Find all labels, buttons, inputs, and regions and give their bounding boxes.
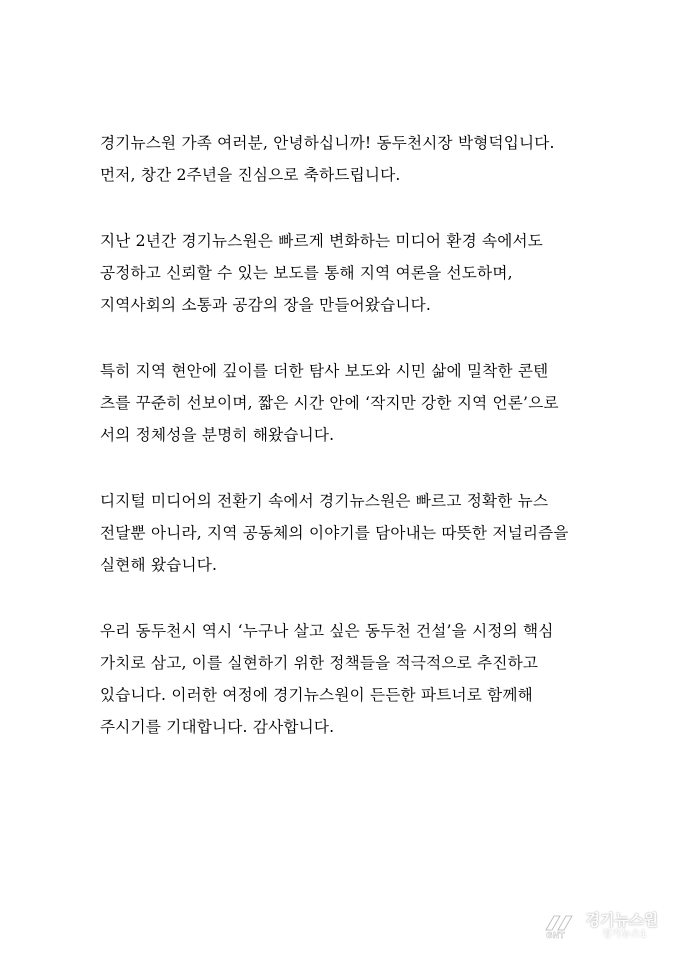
watermark bbox=[542, 912, 658, 940]
gnt-logo-icon bbox=[542, 912, 582, 940]
paragraph-closing bbox=[100, 615, 600, 743]
text-line: 공정하고 신뢰할 수 있는 보도를 통해 지역 여론을 선도하며, bbox=[100, 264, 513, 282]
text-line: 가치로 삼고, 이를 실현하기 위한 정책들을 적극적으로 추진하고 bbox=[100, 654, 539, 672]
paragraph-greeting bbox=[100, 127, 600, 191]
text-line: 있습니다. 이러한 여정에 경기뉴스원이 든든한 파트너로 함께해 bbox=[100, 686, 533, 704]
text-line: 주시기를 기대합니다. 감사합니다. bbox=[100, 718, 335, 736]
text-line: 지난 2년간 경기뉴스원은 빠르게 변화하는 미디어 환경 속에서도 bbox=[100, 232, 544, 250]
text-line: 경기뉴스원 가족 여러분, 안녕하십니까! 동두천시장 박형덕입니다. bbox=[100, 134, 555, 152]
text-line: 특히 지역 현안에 깊이를 더한 탐사 보도와 시민 삶에 밀착한 콘텐 bbox=[100, 362, 549, 380]
text-line: 츠를 꾸준히 선보이며, 짧은 시간 안에 ‘작지만 강한 지역 언론’으로 bbox=[100, 394, 559, 412]
paragraph-digital bbox=[100, 485, 600, 581]
text-line: 우리 동두천시 역시 ‘누구나 살고 싶은 동두천 건설’을 시정의 핵심 bbox=[100, 622, 554, 640]
letter-body bbox=[100, 127, 600, 777]
text-line: 먼저, 창간 2주년을 진심으로 축하드립니다. bbox=[100, 166, 401, 184]
watermark-title: 경기뉴스원 bbox=[585, 910, 658, 929]
text-line: 서의 정체성을 분명히 해왔습니다. bbox=[100, 426, 335, 444]
text-line: 지역사회의 소통과 공감의 장을 만들어왔습니다. bbox=[100, 296, 432, 314]
text-line: 디지털 미디어의 전환기 속에서 경기뉴스원은 빠르고 정확한 뉴스 bbox=[100, 492, 549, 510]
text-line: 실현해 왔습니다. bbox=[100, 556, 218, 574]
text-line: 전달뿐 아니라, 지역 공동체의 이야기를 담아내는 따뜻한 저널리즘을 bbox=[100, 524, 569, 542]
paragraph-reporting bbox=[100, 355, 600, 451]
paragraph-achievements bbox=[100, 225, 600, 321]
watermark-text bbox=[585, 910, 658, 940]
watermark-subtitle: 경기뉴스1 bbox=[601, 928, 647, 940]
svg-text:GNT: GNT bbox=[545, 931, 565, 940]
